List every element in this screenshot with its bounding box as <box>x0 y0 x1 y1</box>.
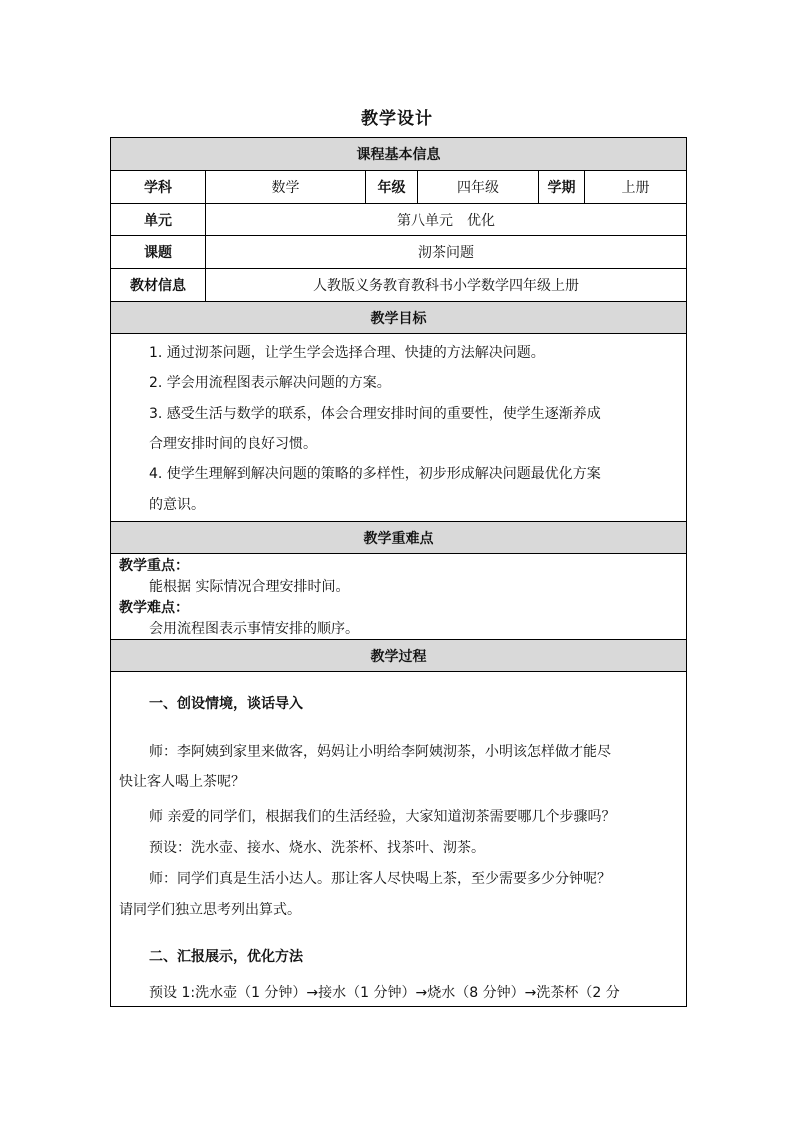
goal-item: 2. 学会用流程图表示解决问题的方案。 <box>149 375 391 391</box>
subject-value: 数学 <box>205 171 365 203</box>
topic-row <box>111 236 686 269</box>
topic-value: 沏茶问题 <box>205 236 686 268</box>
page-title: 教学设计 <box>361 109 433 129</box>
goal-item: 合理安排时间的良好习惯。 <box>149 436 317 452</box>
section-header-basic-info <box>111 138 686 171</box>
process-paragraph: 师：李阿姨到家里来做客，妈妈让小明给李阿姨沏茶，小明该怎样做才能尽 <box>149 744 611 760</box>
section-header-goals <box>111 302 686 334</box>
textbook-label: 教材信息 <box>130 278 186 294</box>
grade-label: 年级 <box>365 171 417 203</box>
goal-item: 4. 使学生理解到解决问题的策略的多样性，初步形成解决问题最优化方案 <box>149 466 601 482</box>
process-paragraph: 请同学们独立思考列出算式。 <box>119 902 301 918</box>
unit-label: 单元 <box>144 212 172 229</box>
process-heading: 一、创设情境，谈话导入 <box>149 696 303 712</box>
unit-value: 第八单元 优化 <box>205 204 686 235</box>
grade-value: 四年级 <box>417 171 538 203</box>
goal-item: 3. 感受生活与数学的联系，体会合理安排时间的重要性，使学生逐渐养成 <box>149 406 601 422</box>
process-paragraph: 快让客人喝上茶呢？ <box>119 774 245 790</box>
focus-label: 教学重点： <box>119 558 189 574</box>
section-title: 教学重难点 <box>363 530 434 547</box>
process-body <box>111 672 686 1006</box>
term-label: 学期 <box>538 171 584 203</box>
goal-item: 的意识。 <box>149 497 205 513</box>
unit-row <box>111 204 686 236</box>
goals-body <box>111 334 686 522</box>
section-title: 课程基本信息 <box>356 147 441 163</box>
difficulty-text: 会用流程图表示事情安排的顺序。 <box>149 621 359 637</box>
focus-text: 能根据 实际情况合理安排时间。 <box>149 579 350 595</box>
subject-grade-term-row <box>111 171 686 204</box>
textbook-value: 人教版义务教育教科书小学数学四年级上册 <box>205 269 686 301</box>
section-header-keypoints <box>111 522 686 554</box>
term-value: 上册 <box>584 171 686 203</box>
topic-label: 课题 <box>144 245 172 261</box>
process-heading: 二、汇报展示，优化方法 <box>149 949 303 965</box>
goal-item: 1. 通过沏茶问题，让学生学会选择合理、快捷的方法解决问题。 <box>149 345 545 361</box>
section-title: 教学目标 <box>370 310 427 327</box>
subject-label: 学科 <box>144 180 172 196</box>
keypoints-body <box>111 554 686 640</box>
difficulty-label: 教学难点： <box>119 600 189 616</box>
textbook-row <box>111 269 686 302</box>
process-paragraph: 预设：洗水壶、接水、烧水、洗茶杯、找茶叶、沏茶。 <box>149 840 485 856</box>
section-header-process <box>111 640 686 672</box>
lesson-plan-table <box>110 137 687 1007</box>
process-paragraph: 预设 1:洗水壶（1 分钟）→接水（1 分钟）→烧水（8 分钟）→洗茶杯（2 分 <box>149 985 620 1001</box>
section-title: 教学过程 <box>370 648 427 665</box>
process-paragraph: 师：同学们真是生活小达人。那让客人尽快喝上茶，至少需要多少分钟呢？ <box>149 871 611 887</box>
process-paragraph: 师 亲爱的同学们，根据我们的生活经验，大家知道沏茶需要哪几个步骤吗？ <box>149 809 616 825</box>
